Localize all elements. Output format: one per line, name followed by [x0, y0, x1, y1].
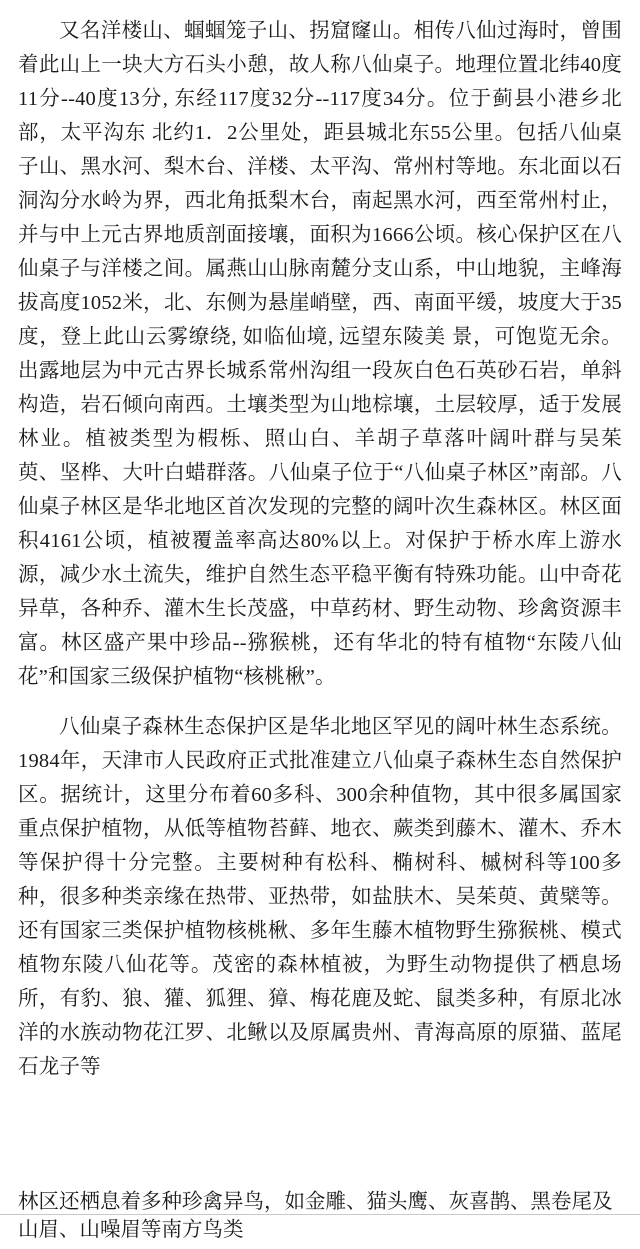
footer-text: 林区还栖息着多种珍禽异鸟，如金雕、猫头鹰、灰喜鹊、黑卷尾及山眉、山噪眉等南方鸟类	[18, 1190, 613, 1242]
paragraph-2: 八仙桌子森林生态保护区是华北地区罕见的阔叶林生态系统。1984年，天津市人民政府正式批准建立八仙桌子森林生态自然保护区。据统计，这里分布着60多科、300余种值物，其中很多属国家重点保护植物，从低等植物苔藓、地衣、蕨类到藤木、灌木、乔木等保护得十分完整。主要树种有松科、椭树科、槭树科等100多种，很多种类亲缘在热带、亚热带，如盐肤木、吴茱萸、黄檗等。还有国家三类保护植物核桃楸、多年生藤木植物野生猕猴桃、模式植物东陵八仙花等。茂密的森林植被，为野生动物提供了栖息场所，有豹、狼、獾、狐狸、獐、梅花鹿及蛇、鼠类多种，有原北冰洋的水族动物花江罗、北鳅以及原属贵州、青海高原的原猫、蓝尾石龙子等	[18, 716, 622, 1079]
document-body	[18, 14, 622, 1084]
paragraph-1: 又名洋楼山、蝈蝈笼子山、拐窟窿山。相传八仙过海时，曾围着此山上一块大方石头小憩，故人称八仙桌子。地理位置北纬40度11分--40度13分, 东经117度32分--117度34分。位于蓟县小港乡北部，太平沟东 北约1．2公里处，距县城北东55公里。包括八仙桌子山、黑水河、梨木台、洋楼、太平沟、常州村等地。东北面以石洞沟分水岭为界，西北角抵梨木台，南起黑水河，西至常州村止，并与中上元古界地质剖面接壤，面积为1666公顷。核心保护区在八仙桌子与洋楼之间。属燕山山脉南麓分支山系，中山地貌，主峰海拔高度1052米，北、东侧为悬崖峭壁，西、南面平缓，坡度大于35度，登上此山云雾缭绕, 如临仙境, 远望东陵美 景，可饱览无余。出露地层为中元古界长城系常州沟组一段灰白色石英砂石岩，单斜构造，岩石倾向南西。土壤类型为山地棕壤，土层较厚，适于发展林业。植被类型为椵栎、照山白、羊胡子草落叶阔叶群与吴茱 萸、坚桦、大叶白蜡群落。八仙桌子位于“八仙桌子林区”南部。八仙桌子林区是华北地区首次发现的完整的阔叶次生森林区。林区面积4161公顷，植被覆盖率高达80%以上。对保护于桥水库上游水源，减少水土流失，维护自然生态平稳平衡有特殊功能。山中奇花异草，各种乔、灌木生长茂盛，中草药材、野生动物、珍禽资源丰富。林区盛产果中珍品--猕猴桃，还有华北的特有植物“东陵八仙花”和国家三级保护植物“核桃楸”。	[18, 20, 622, 689]
